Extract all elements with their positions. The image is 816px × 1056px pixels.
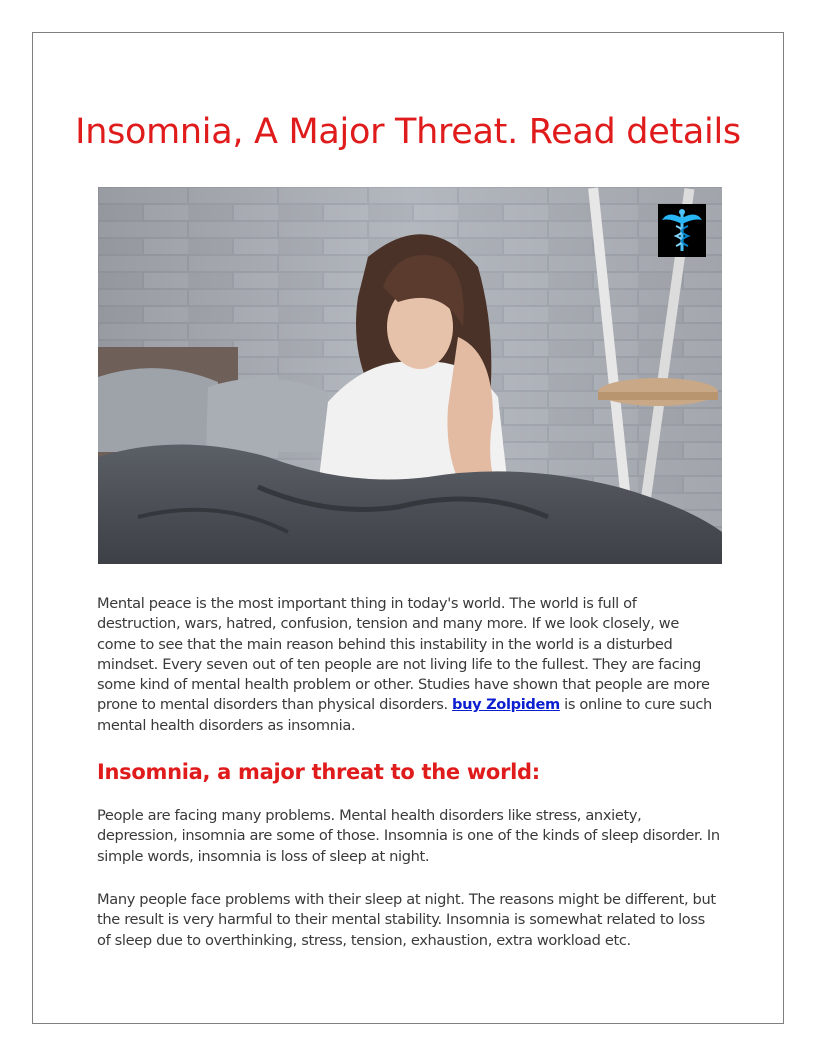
intro-paragraph — [97, 594, 722, 736]
caduceus-logo-icon — [658, 204, 706, 257]
page-title: Insomnia, A Major Threat. Read details — [75, 112, 741, 152]
buy-zolpidem-link[interactable]: buy Zolpidem — [452, 696, 560, 714]
hero-image — [98, 187, 722, 564]
intro-text-start: Mental peace is the most important thing in today's world. The world is full of destruction, wars, hatred, confusion, tension and many more. If we look closely, we come to see that the main reason behind this instability in the world is a disturbed mindset. Every seven out of ten people are not living life to the fullest. They are facing some kind of mental health problem or other. Studies have shown that people are more prone to mental disorders than physical disorders. — [97, 595, 710, 714]
section-heading: Insomnia, a major threat to the world: — [97, 760, 540, 784]
body-paragraph-2: Many people face problems with their sleep at night. The reasons might be different, but the result is very harmful to their mental stability. Insomnia is somewhat related to loss of sleep due to overthinking, stress, tension, exhaustion, extra workload etc. — [97, 891, 716, 949]
body-paragraph-1: People are facing many problems. Mental health disorders like stress, anxiety, depression, insomnia are some of those. Insomnia is one of the kinds of sleep disorder. In simple words, insomnia is loss of sleep at night. — [97, 807, 720, 865]
intro-text-end: is online to cure such mental health disorders as insomnia. — [97, 696, 712, 734]
